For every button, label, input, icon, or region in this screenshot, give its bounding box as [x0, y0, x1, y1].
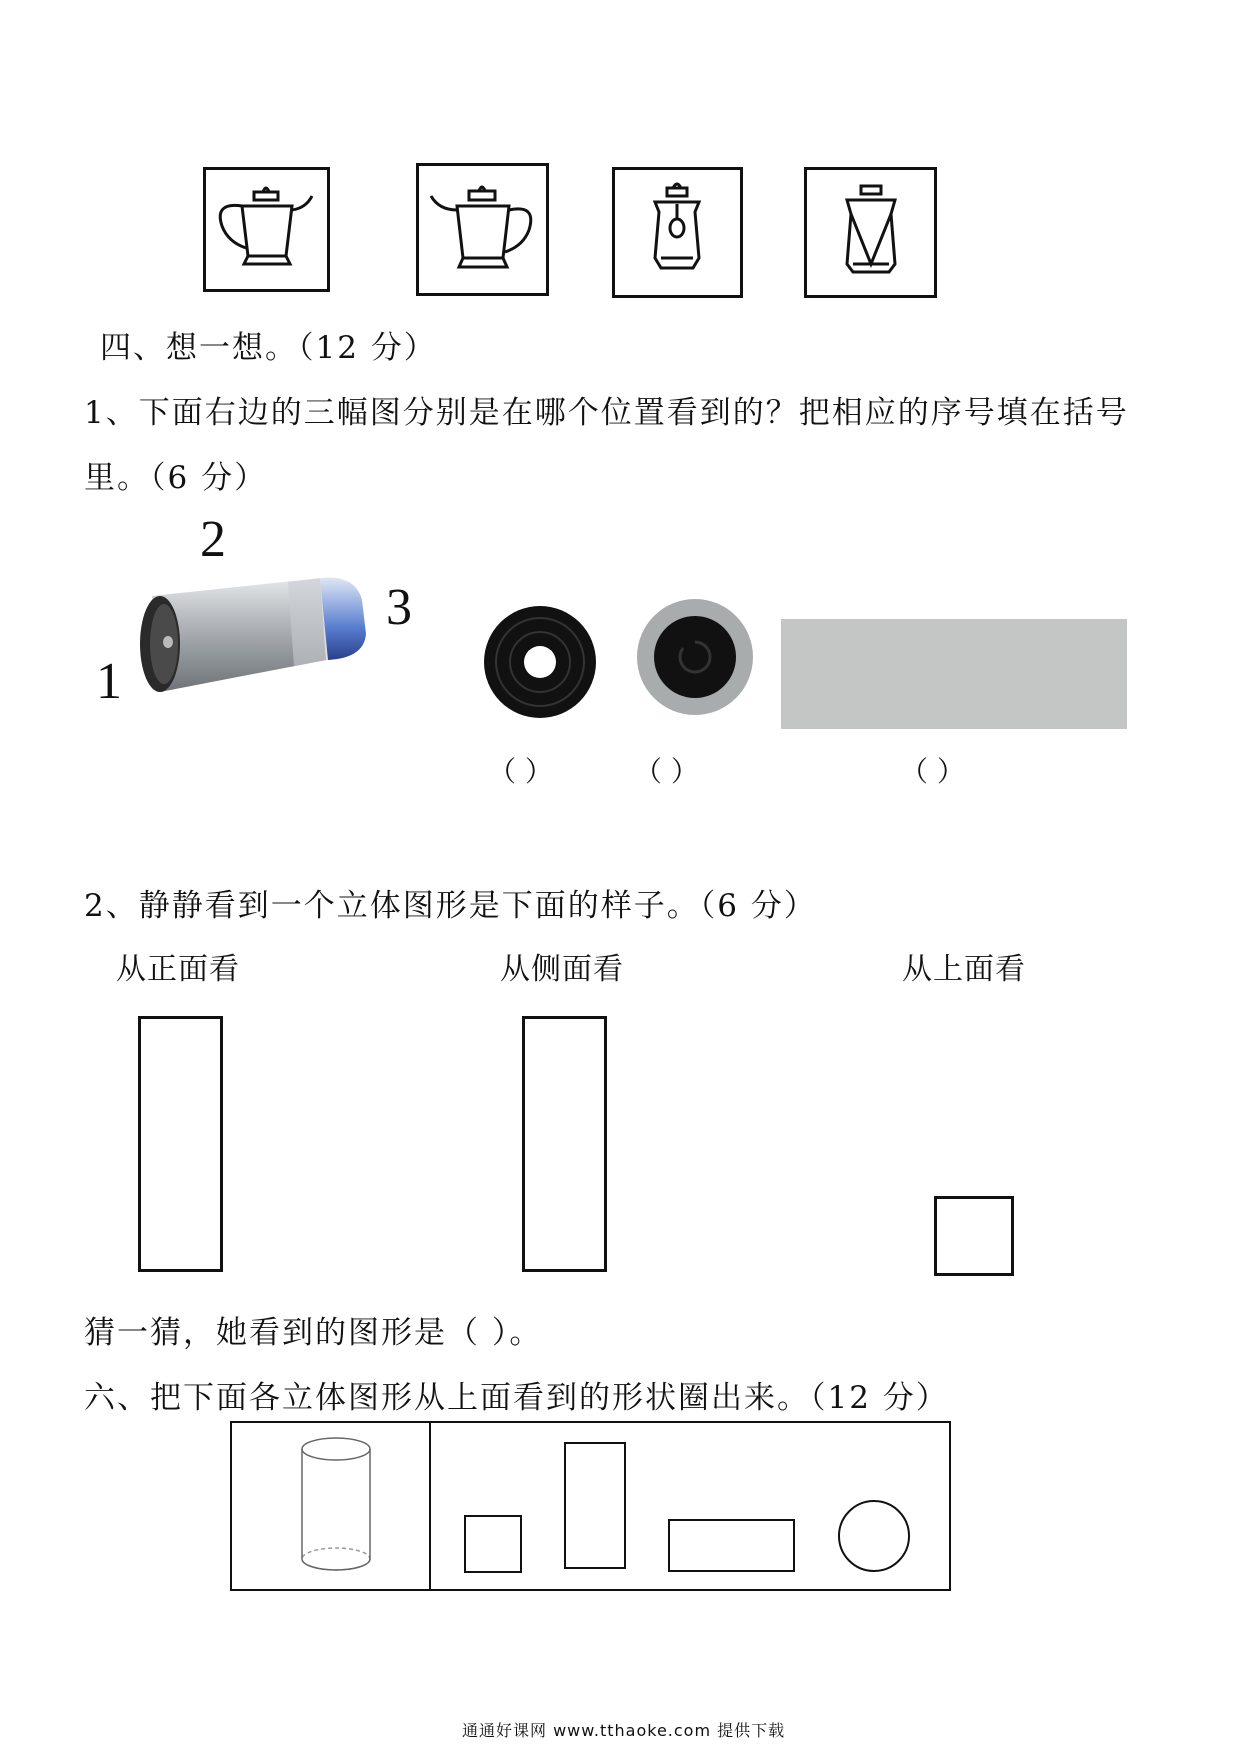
position-label-3: 3 [386, 579, 412, 636]
tall-rectangle-icon[interactable] [564, 1442, 626, 1569]
answer-paren-1[interactable]: （ ） [488, 755, 553, 788]
view-label-front: 从正面看 [116, 952, 240, 987]
teapot-view-box-2 [416, 163, 549, 296]
view-label-side: 从侧面看 [500, 952, 624, 987]
teapot-front-view-icon [615, 170, 740, 295]
section6-heading: 六、把下面各立体图形从上面看到的形状圈出来。（12 分） [84, 1380, 949, 1416]
circle-icon[interactable] [838, 1500, 910, 1572]
position-label-1: 1 [96, 653, 122, 710]
view-gray-rectangle [781, 619, 1127, 729]
view-label-top: 从上面看 [902, 952, 1026, 987]
front-view-rectangle [138, 1016, 223, 1272]
section4-heading: 四、想一想。（12 分） [100, 330, 437, 366]
view-black-ring [480, 602, 600, 722]
view-gray-ring [634, 596, 756, 718]
footer-text: 通通好课网 www.tthaoke.com 提供下载 [462, 1721, 786, 1740]
side-view-rectangle [522, 1016, 607, 1272]
cylinder-icon [296, 1435, 376, 1575]
answer-paren-3[interactable]: （ ） [900, 755, 965, 788]
q2-text: 2、静静看到一个立体图形是下面的样子。（6 分） [84, 888, 817, 924]
teapot-view-box-4 [804, 167, 937, 298]
guess-line: 猜一猜，她看到的图形是（ ）。 [84, 1315, 543, 1351]
teapot-side-view-icon [419, 166, 546, 293]
shape-table-divider [429, 1423, 431, 1589]
top-view-square [934, 1196, 1014, 1276]
position-label-2: 2 [200, 511, 226, 568]
thermos-image [130, 560, 380, 710]
teapot-front-view-icon [807, 170, 934, 295]
teapot-view-box-1 [203, 167, 330, 292]
square-icon[interactable] [464, 1515, 522, 1573]
answer-paren-2[interactable]: （ ） [634, 755, 699, 788]
teapot-view-box-3 [612, 167, 743, 298]
q1-text-line1: 1、下面右边的三幅图分别是在哪个位置看到的？把相应的序号填在括号 [84, 395, 1129, 431]
teapot-side-view-icon [206, 170, 327, 289]
q1-text-line2: 里。（6 分） [84, 460, 268, 496]
wide-rectangle-icon[interactable] [668, 1519, 795, 1572]
